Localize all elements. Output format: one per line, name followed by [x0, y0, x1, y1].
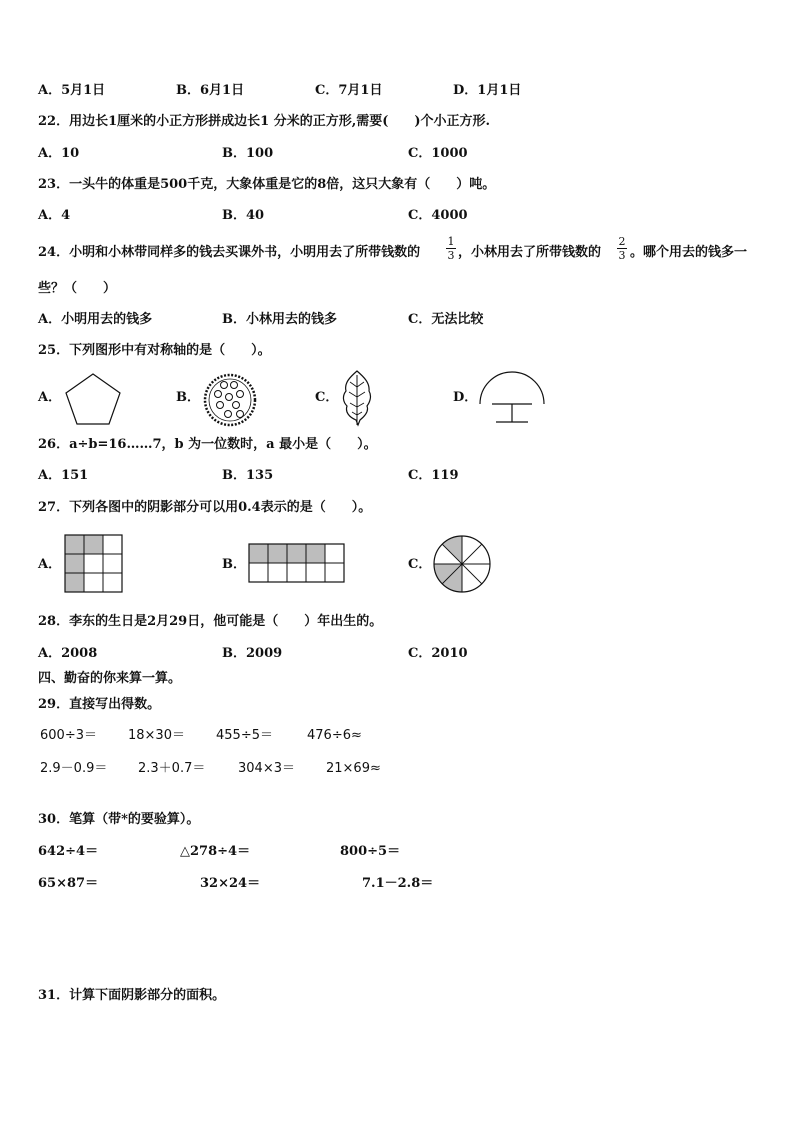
q30-r1-item1: 642÷4＝	[38, 844, 99, 859]
q25-option-b: B．	[176, 390, 200, 405]
pentagon-figure	[64, 372, 122, 426]
q24-question-line2: 些？（ ）	[38, 281, 117, 296]
q28-option-c: C．2010	[408, 646, 468, 661]
q30-question: 30．笔算（带*的要验算）。	[38, 812, 200, 827]
q29-r1-item3: 455÷5＝	[216, 728, 273, 743]
q26-option-c: C．119	[408, 468, 459, 483]
q24-option-c: C．无法比较	[408, 312, 484, 327]
q31-question: 31．计算下面阴影部分的面积。	[38, 988, 226, 1003]
q21-option-a: A．5月1日	[38, 83, 106, 98]
q28-option-b: B．2009	[222, 646, 283, 661]
q25-option-d: D．	[453, 390, 478, 405]
q29-r1-item1: 600÷3＝	[40, 728, 97, 743]
q24-frac1-denominator: 3	[447, 249, 455, 262]
q25-option-a: A．	[38, 390, 62, 405]
q22-option-a: A．10	[38, 146, 80, 161]
q28-question: 28．李东的生日是2月29日，他可能是（ ）年出生的。	[38, 614, 383, 629]
q24-question-part3: 。哪个用去的钱多一	[630, 245, 748, 260]
q30-r1-item3: 800÷5＝	[340, 844, 401, 859]
q26-question: 26．a÷b=16……7，b 为一位数时，a 最小是（ ）。	[38, 437, 377, 452]
q29-r2-item3: 304×3＝	[238, 761, 295, 776]
q23-option-c: C．4000	[408, 208, 468, 223]
q24-question-part2: ，小林用去了所带钱数的	[458, 245, 602, 260]
q29-r2-item1: 2.9－0.9＝	[40, 761, 108, 776]
q23-question: 23．一头牛的体重是500千克，大象体重是它的8倍，这只大象有（ ）吨。	[38, 177, 496, 192]
section-4-heading: 四、勤奋的你来算一算。	[38, 671, 182, 686]
q30-r2-item3: 7.1－2.8＝	[362, 876, 434, 891]
semicircle-figure	[478, 370, 546, 426]
q27-option-c: C．	[408, 557, 432, 572]
q23-option-b: B．40	[222, 208, 265, 223]
q29-r1-item4: 476÷6≈	[307, 728, 362, 743]
q30-r2-item2: 32×24＝	[200, 876, 261, 891]
q21-option-b: B．6月1日	[176, 83, 245, 98]
q29-r2-item4: 21×69≈	[326, 761, 381, 776]
leaf-figure	[340, 369, 374, 427]
q26-option-b: B．135	[222, 468, 274, 483]
q30-r2-item1: 65×87＝	[38, 876, 99, 891]
q24-question-part1: 24．小明和小林带同样多的钱去买课外书，小明用去了所带钱数的	[38, 245, 421, 260]
q22-question: 22．用边长1厘米的小正方形拼成边长1 分米的正方形,需要( )个小正方形.	[38, 114, 491, 129]
q22-option-c: C．1000	[408, 146, 468, 161]
q21-option-d: D．1月1日	[453, 83, 522, 98]
q29-r2-item2: 2.3＋0.7＝	[138, 761, 206, 776]
q24-option-a: A．小明用去的钱多	[38, 312, 153, 327]
grid-3x3-figure	[64, 534, 124, 594]
q27-option-a: A．	[38, 557, 62, 572]
q22-option-b: B．100	[222, 146, 274, 161]
q24-frac2-numerator: 2	[618, 235, 626, 248]
q25-option-c: C．	[315, 390, 339, 405]
q24-fraction-two-thirds	[617, 236, 627, 261]
q26-option-a: A．151	[38, 468, 89, 483]
q27-option-b: B．	[222, 557, 246, 572]
q30-r1-item2: △278÷4＝	[180, 844, 251, 859]
q27-question: 27．下列各图中的阴影部分可以用0.4表示的是（ ）。	[38, 500, 372, 515]
q23-option-a: A．4	[38, 208, 71, 223]
q24-fraction-one-third	[446, 236, 456, 261]
q29-r1-item2: 18×30＝	[128, 728, 185, 743]
q24-frac2-denominator: 3	[618, 249, 626, 262]
grid-5x2-figure	[248, 543, 346, 583]
q25-question: 25．下列图形中有对称轴的是（ ）。	[38, 343, 271, 358]
q28-option-a: A．2008	[38, 646, 98, 661]
q21-option-c: C．7月1日	[315, 83, 383, 98]
q24-frac1-numerator: 1	[447, 235, 455, 248]
cookie-figure	[202, 372, 258, 428]
q24-option-b: B．小林用去的钱多	[222, 312, 337, 327]
q29-question: 29．直接写出得数。	[38, 697, 161, 712]
pie-8-figure	[432, 534, 492, 594]
